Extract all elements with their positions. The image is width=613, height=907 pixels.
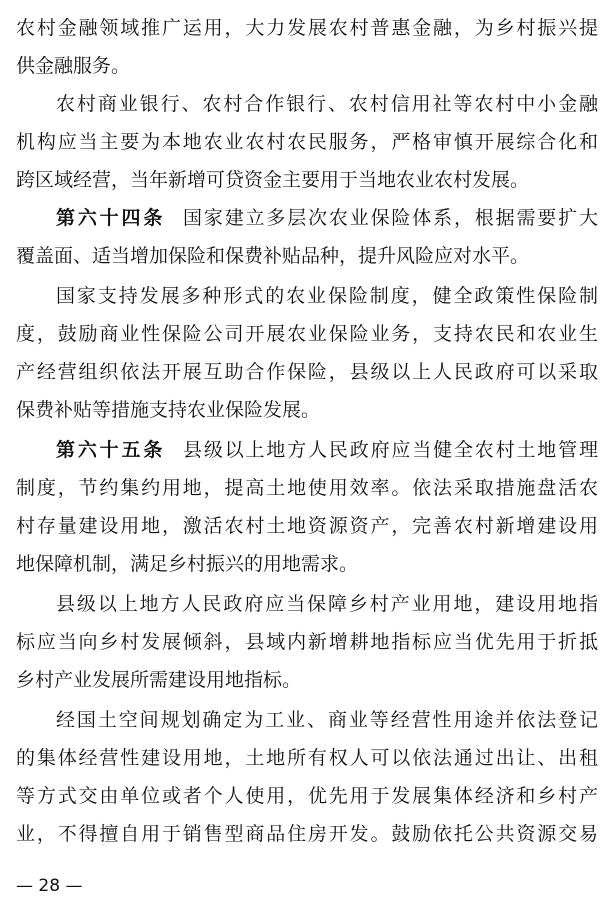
article-number: 第六十五条 bbox=[56, 439, 166, 461]
text-line: 经国土空间规划确定为工业、商业等经营性用途并依法登记 bbox=[56, 709, 598, 731]
article-64-first-line bbox=[56, 202, 598, 234]
text-line: 农村商业银行、农村合作银行、农村信用社等农村中小金融 bbox=[56, 93, 598, 115]
text-line: 农村金融领域推广运用，大力发展农村普惠金融，为乡村振兴提 bbox=[16, 17, 598, 39]
text-line: 机构应当主要为本地农业农村农民服务，严格审慎开展综合化和 bbox=[16, 131, 598, 153]
article-65-first-line bbox=[56, 434, 598, 466]
text-line: 乡村产业发展所需建设用地指标。 bbox=[16, 669, 302, 691]
text-line: 等方式交由单位或者个人使用，优先用于发展集体经济和乡村产 bbox=[16, 785, 598, 807]
text-line: 供金融服务。 bbox=[16, 55, 131, 77]
text-line: 的集体经营性建设用地，土地所有权人可以依法通过出让、出租 bbox=[16, 747, 598, 769]
text-line: 跨区域经营，当年新增可贷资金主要用于当地农业农村发展。 bbox=[16, 169, 530, 191]
page-number: — 28 — bbox=[16, 876, 83, 896]
text-line: 标应当向乡村发展倾斜，县域内新增耕地指标应当优先用于折抵 bbox=[16, 631, 598, 653]
text-line: 国家支持发展多种形式的农业保险制度，健全政策性保险制 bbox=[56, 285, 598, 307]
article-number: 第六十四条 bbox=[56, 207, 166, 229]
article-text: 县级以上地方人民政府应当健全农村土地管理 bbox=[181, 439, 598, 461]
text-line: 制度，节约集约用地，提高土地使用效率。依法采取措施盘活农 bbox=[16, 477, 598, 499]
text-line: 业，不得擅自用于销售型商品住房开发。鼓励依托公共资源交易 bbox=[16, 823, 598, 845]
text-line: 县级以上地方人民政府应当保障乡村产业用地，建设用地指 bbox=[56, 593, 598, 615]
text-line: 产经营组织依法开展互助合作保险，县级以上人民政府可以采取 bbox=[16, 361, 598, 383]
text-line: 地保障机制，满足乡村振兴的用地需求。 bbox=[16, 553, 359, 575]
text-line: 保费补贴等措施支持农业保险发展。 bbox=[16, 399, 321, 421]
text-line: 覆盖面、适当增加保险和保费补贴品种，提升风险应对水平。 bbox=[16, 245, 530, 267]
text-line: 村存量建设用地，激活农村土地资源资产，完善农村新增建设用 bbox=[16, 515, 598, 537]
article-text: 国家建立多层次农业保险体系，根据需要扩大 bbox=[181, 207, 598, 229]
text-line: 度，鼓励商业性保险公司开展农业保险业务，支持农民和农业生 bbox=[16, 323, 598, 345]
